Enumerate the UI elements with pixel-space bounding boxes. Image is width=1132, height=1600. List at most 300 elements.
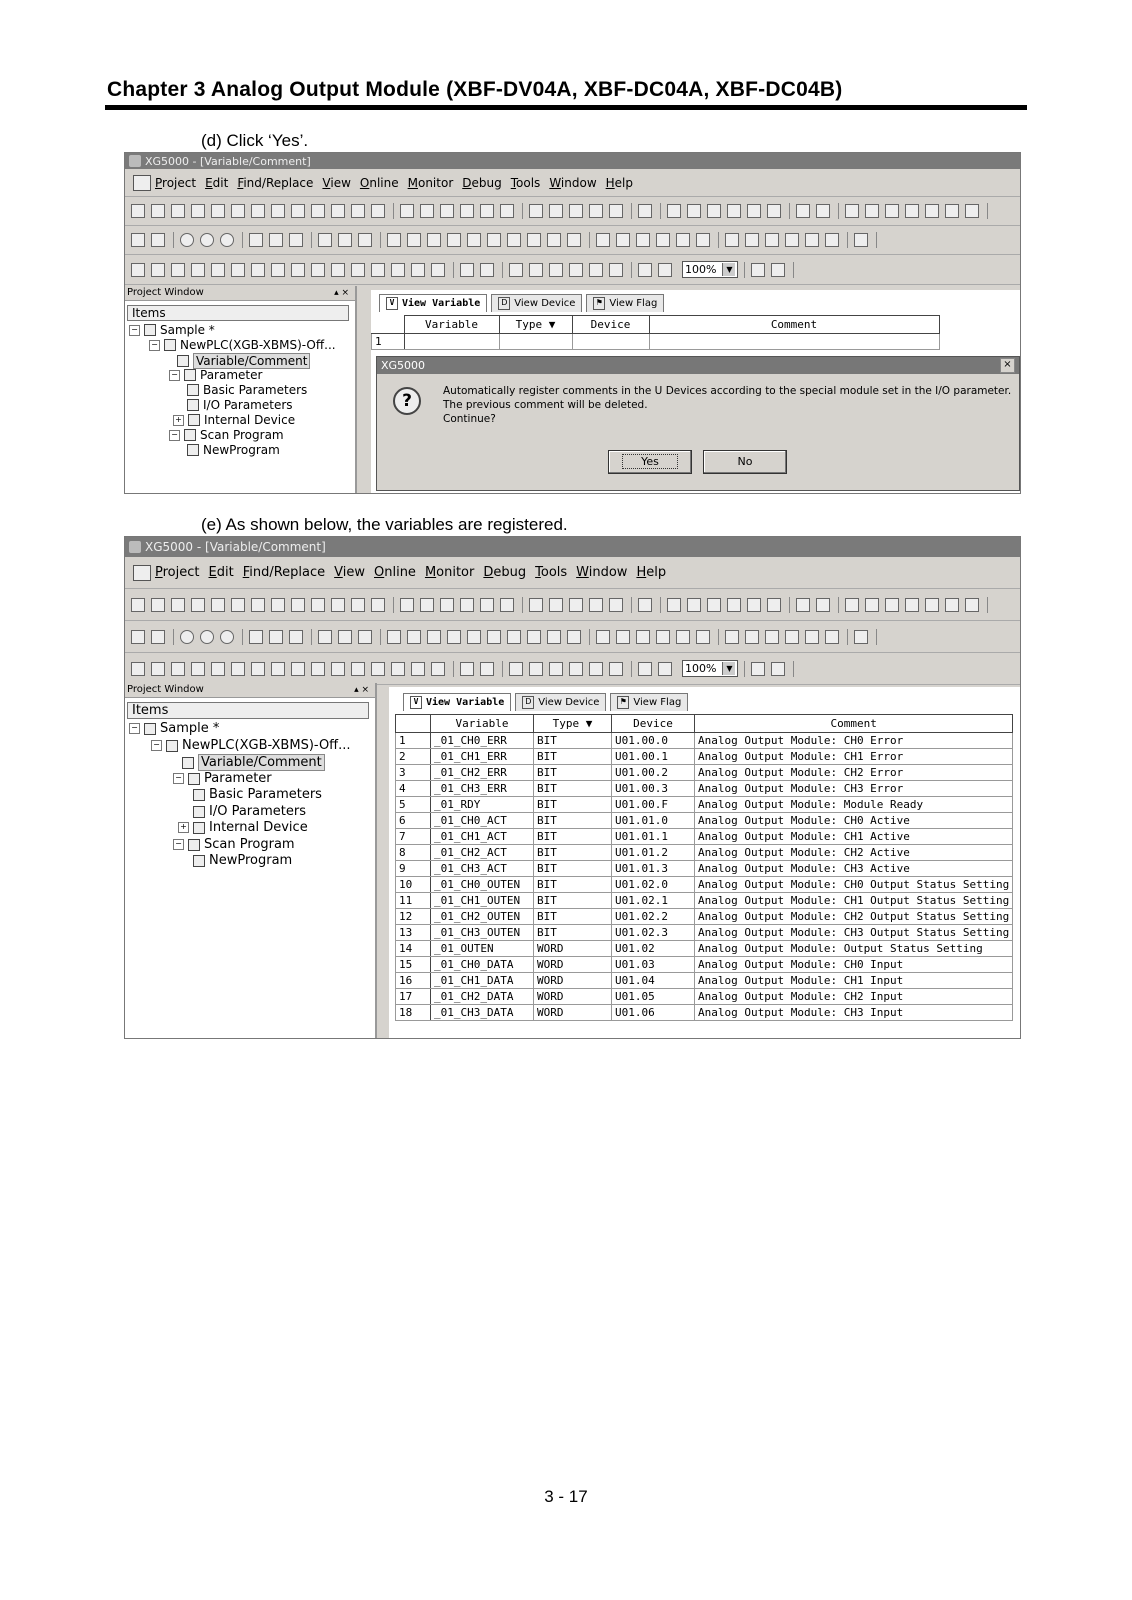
toolbar-button-icon[interactable] (460, 598, 474, 612)
toolbar-button-icon[interactable] (609, 263, 623, 277)
toolbar-button-icon[interactable] (785, 630, 799, 644)
toolbar-button-icon[interactable] (411, 662, 425, 676)
toolbar-button-icon[interactable] (725, 630, 739, 644)
toolbar-button-icon[interactable] (331, 263, 345, 277)
toolbar-button-icon[interactable] (407, 233, 421, 247)
toolbar-button-icon[interactable] (596, 233, 610, 247)
column-header-variable[interactable]: Variable (404, 316, 499, 334)
toolbar-button-icon[interactable] (231, 204, 245, 218)
menu-help[interactable]: Help (636, 565, 667, 580)
toolbar-button-icon[interactable] (249, 630, 263, 644)
toolbar-button-icon[interactable] (171, 598, 185, 612)
toolbar-button-icon[interactable] (180, 233, 194, 247)
toolbar-button-icon[interactable] (331, 662, 345, 676)
tree-new-program[interactable] (187, 443, 280, 457)
toolbar-button-icon[interactable] (480, 204, 494, 218)
toolbar-button-icon[interactable] (767, 204, 781, 218)
type-cell[interactable]: BIT (534, 813, 612, 829)
toolbar-button-icon[interactable] (400, 598, 414, 612)
type-cell[interactable]: BIT (534, 765, 612, 781)
comment-cell[interactable]: Analog Output Module: CH0 Error (695, 733, 1013, 749)
menu-edit[interactable]: Edit (205, 175, 229, 190)
toolbar-button-icon[interactable] (707, 598, 721, 612)
menu-project[interactable]: Project (155, 565, 200, 580)
table-row[interactable] (396, 893, 1013, 909)
comment-cell[interactable]: Analog Output Module: CH0 Active (695, 813, 1013, 829)
tree-basic-parameters[interactable] (187, 383, 307, 397)
toolbar-button-icon[interactable] (351, 204, 365, 218)
menu-window[interactable]: Window (549, 175, 597, 190)
toolbar-button-icon[interactable] (965, 598, 979, 612)
toolbar-button-icon[interactable] (854, 630, 868, 644)
tab-view-flag[interactable] (586, 294, 664, 312)
tree-scan-program[interactable] (173, 837, 295, 852)
tab-view-device[interactable] (491, 294, 582, 312)
comment-cell[interactable]: Analog Output Module: Module Ready (695, 797, 1013, 813)
toolbar-button-icon[interactable] (765, 233, 779, 247)
toolbar-button-icon[interactable] (616, 233, 630, 247)
column-header-type[interactable]: Type ▼ (534, 715, 612, 733)
table-row[interactable] (396, 781, 1013, 797)
toolbar-button-icon[interactable] (569, 263, 583, 277)
toolbar-button-icon[interactable] (151, 630, 165, 644)
toolbar-button-icon[interactable] (391, 263, 405, 277)
toolbar-button-icon[interactable] (825, 630, 839, 644)
toolbar-button-icon[interactable] (311, 204, 325, 218)
toolbar-button-icon[interactable] (231, 662, 245, 676)
variable-cell[interactable]: _01_OUTEN (431, 941, 534, 957)
toolbar-button-icon[interactable] (131, 233, 145, 247)
toolbar-button-icon[interactable] (151, 598, 165, 612)
variable-cell[interactable]: _01_CH1_DATA (431, 973, 534, 989)
toolbar-button-icon[interactable] (751, 662, 765, 676)
device-cell[interactable]: U01.02.2 (612, 909, 695, 925)
toolbar-button-icon[interactable] (609, 598, 623, 612)
toolbar-button-icon[interactable] (271, 662, 285, 676)
table-row[interactable] (396, 829, 1013, 845)
toolbar-button-icon[interactable] (549, 598, 563, 612)
toolbar-button-icon[interactable] (447, 233, 461, 247)
table-row[interactable] (396, 925, 1013, 941)
comment-cell[interactable]: Analog Output Module: CH1 Input (695, 973, 1013, 989)
toolbar-button-icon[interactable] (331, 204, 345, 218)
device-cell[interactable]: U01.03 (612, 957, 695, 973)
toolbar-button-icon[interactable] (251, 662, 265, 676)
type-cell[interactable]: BIT (534, 909, 612, 925)
yes-button[interactable]: Yes (608, 450, 692, 474)
toolbar-button-icon[interactable] (180, 630, 194, 644)
zoom-select[interactable]: 100% ▼ (682, 660, 738, 677)
collapse-icon[interactable]: − (129, 723, 140, 734)
menu-findreplace[interactable]: Find/Replace (237, 175, 314, 190)
toolbar-button-icon[interactable] (687, 204, 701, 218)
comment-cell[interactable]: Analog Output Module: CH2 Output Status Setting (695, 909, 1013, 925)
toolbar-button-icon[interactable] (251, 204, 265, 218)
chevron-down-icon[interactable]: ▼ (722, 263, 735, 276)
toolbar-button-icon[interactable] (440, 598, 454, 612)
device-cell[interactable]: U01.06 (612, 1005, 695, 1021)
toolbar-button-icon[interactable] (707, 204, 721, 218)
toolbar-button-icon[interactable] (745, 233, 759, 247)
toolbar-button-icon[interactable] (200, 233, 214, 247)
toolbar-button-icon[interactable] (447, 630, 461, 644)
toolbar-button-icon[interactable] (529, 662, 543, 676)
comment-cell[interactable]: Analog Output Module: CH0 Input (695, 957, 1013, 973)
toolbar-button-icon[interactable] (616, 630, 630, 644)
toolbar-button-icon[interactable] (589, 204, 603, 218)
toolbar-button-icon[interactable] (507, 630, 521, 644)
toolbar-button-icon[interactable] (407, 630, 421, 644)
type-cell[interactable]: WORD (534, 989, 612, 1005)
toolbar-button-icon[interactable] (131, 598, 145, 612)
collapse-icon[interactable]: − (149, 340, 160, 351)
toolbar-button-icon[interactable] (171, 662, 185, 676)
toolbar-button-icon[interactable] (411, 263, 425, 277)
toolbar-button-icon[interactable] (549, 263, 563, 277)
toolbar-button-icon[interactable] (767, 598, 781, 612)
comment-cell[interactable] (649, 334, 939, 350)
toolbar-button-icon[interactable] (338, 630, 352, 644)
type-cell[interactable] (499, 334, 572, 350)
toolbar-button-icon[interactable] (191, 662, 205, 676)
toolbar-button-icon[interactable] (656, 630, 670, 644)
toolbar-button-icon[interactable] (549, 204, 563, 218)
toolbar-button-icon[interactable] (131, 662, 145, 676)
device-cell[interactable] (572, 334, 649, 350)
device-cell[interactable]: U01.01.1 (612, 829, 695, 845)
toolbar-button-icon[interactable] (371, 263, 385, 277)
toolbar-button-icon[interactable] (965, 204, 979, 218)
toolbar-button-icon[interactable] (509, 662, 523, 676)
toolbar-button-icon[interactable] (131, 204, 145, 218)
toolbar-button-icon[interactable] (676, 630, 690, 644)
variable-cell[interactable]: _01_CH0_OUTEN (431, 877, 534, 893)
project-window-controls[interactable]: ▴ × (354, 685, 369, 695)
tree-plc[interactable] (149, 338, 336, 352)
toolbar-button-icon[interactable] (249, 233, 263, 247)
toolbar-button-icon[interactable] (636, 233, 650, 247)
device-cell[interactable]: U01.02.3 (612, 925, 695, 941)
toolbar-button-icon[interactable] (420, 204, 434, 218)
toolbar-button-icon[interactable] (567, 233, 581, 247)
toolbar-button-icon[interactable] (589, 263, 603, 277)
toolbar-button-icon[interactable] (865, 204, 879, 218)
toolbar-button-icon[interactable] (796, 598, 810, 612)
tree-variable-comment[interactable] (177, 353, 310, 369)
variable-cell[interactable]: _01_CH1_ERR (431, 749, 534, 765)
toolbar-button-icon[interactable] (460, 662, 474, 676)
toolbar-button-icon[interactable] (638, 263, 652, 277)
toolbar-button-icon[interactable] (211, 263, 225, 277)
type-cell[interactable]: BIT (534, 781, 612, 797)
toolbar-button-icon[interactable] (567, 630, 581, 644)
toolbar-button-icon[interactable] (351, 263, 365, 277)
device-cell[interactable]: U01.01.0 (612, 813, 695, 829)
toolbar-button-icon[interactable] (291, 662, 305, 676)
tree-scan-program[interactable] (169, 428, 284, 442)
toolbar-button-icon[interactable] (925, 204, 939, 218)
toolbar-button-icon[interactable] (816, 204, 830, 218)
toolbar-button-icon[interactable] (547, 233, 561, 247)
toolbar-button-icon[interactable] (658, 263, 672, 277)
device-cell[interactable]: U01.01.2 (612, 845, 695, 861)
toolbar-button-icon[interactable] (925, 598, 939, 612)
table-row[interactable] (372, 334, 940, 350)
toolbar-button-icon[interactable] (609, 662, 623, 676)
variable-cell[interactable]: _01_CH1_OUTEN (431, 893, 534, 909)
menu-edit[interactable]: Edit (208, 565, 234, 580)
toolbar-button-icon[interactable] (747, 204, 761, 218)
toolbar-button-icon[interactable] (905, 598, 919, 612)
variable-cell[interactable]: _01_CH3_ACT (431, 861, 534, 877)
toolbar-button-icon[interactable] (816, 598, 830, 612)
toolbar-button-icon[interactable] (211, 204, 225, 218)
expand-icon[interactable]: + (178, 822, 189, 833)
device-cell[interactable]: U01.02.1 (612, 893, 695, 909)
toolbar-button-icon[interactable] (854, 233, 868, 247)
type-cell[interactable]: BIT (534, 733, 612, 749)
toolbar-button-icon[interactable] (269, 630, 283, 644)
toolbar-button-icon[interactable] (805, 630, 819, 644)
toolbar-button-icon[interactable] (291, 263, 305, 277)
toolbar-button-icon[interactable] (151, 204, 165, 218)
device-cell[interactable]: U01.00.2 (612, 765, 695, 781)
toolbar-button-icon[interactable] (231, 598, 245, 612)
toolbar-button-icon[interactable] (945, 204, 959, 218)
menu-online[interactable]: Online (374, 565, 416, 580)
table-row[interactable] (396, 749, 1013, 765)
tab-view-variable[interactable] (403, 693, 511, 711)
tree-io-parameters[interactable] (187, 398, 293, 412)
toolbar-button-icon[interactable] (638, 204, 652, 218)
toolbar-button-icon[interactable] (569, 204, 583, 218)
collapse-icon[interactable]: − (169, 430, 180, 441)
toolbar-button-icon[interactable] (825, 233, 839, 247)
type-cell[interactable]: WORD (534, 957, 612, 973)
comment-cell[interactable]: Analog Output Module: CH2 Input (695, 989, 1013, 1005)
tree-plc[interactable] (151, 738, 351, 753)
table-row[interactable] (396, 813, 1013, 829)
toolbar-button-icon[interactable] (318, 233, 332, 247)
toolbar-button-icon[interactable] (569, 598, 583, 612)
toolbar-button-icon[interactable] (771, 662, 785, 676)
tree-parameter[interactable] (173, 771, 272, 786)
table-row[interactable] (396, 989, 1013, 1005)
toolbar-button-icon[interactable] (500, 598, 514, 612)
menu-debug[interactable]: Debug (462, 175, 502, 190)
tab-view-device[interactable] (515, 693, 606, 711)
toolbar-button-icon[interactable] (338, 233, 352, 247)
toolbar-button-icon[interactable] (311, 598, 325, 612)
toolbar-button-icon[interactable] (391, 662, 405, 676)
collapse-icon[interactable]: − (151, 740, 162, 751)
collapse-icon[interactable]: − (169, 370, 180, 381)
variable-cell[interactable]: _01_RDY (431, 797, 534, 813)
tree-sample[interactable] (129, 721, 219, 736)
tree-new-program[interactable] (193, 853, 292, 868)
comment-cell[interactable]: Analog Output Module: Output Status Setting (695, 941, 1013, 957)
toolbar-button-icon[interactable] (845, 598, 859, 612)
variable-cell[interactable]: _01_CH3_ERR (431, 781, 534, 797)
comment-cell[interactable]: Analog Output Module: CH2 Error (695, 765, 1013, 781)
toolbar-button-icon[interactable] (271, 598, 285, 612)
comment-cell[interactable]: Analog Output Module: CH3 Active (695, 861, 1013, 877)
toolbar-button-icon[interactable] (509, 263, 523, 277)
variable-cell[interactable]: _01_CH2_OUTEN (431, 909, 534, 925)
column-header-device[interactable]: Device (572, 316, 649, 334)
table-row[interactable] (396, 973, 1013, 989)
toolbar-button-icon[interactable] (151, 233, 165, 247)
toolbar-button-icon[interactable] (171, 204, 185, 218)
toolbar-button-icon[interactable] (765, 630, 779, 644)
toolbar-button-icon[interactable] (331, 598, 345, 612)
comment-cell[interactable]: Analog Output Module: CH1 Error (695, 749, 1013, 765)
toolbar-button-icon[interactable] (400, 204, 414, 218)
toolbar-button-icon[interactable] (480, 263, 494, 277)
toolbar-button-icon[interactable] (211, 598, 225, 612)
toolbar-button-icon[interactable] (318, 630, 332, 644)
toolbar-button-icon[interactable] (420, 598, 434, 612)
toolbar-button-icon[interactable] (771, 263, 785, 277)
menu-window[interactable]: Window (576, 565, 628, 580)
toolbar-button-icon[interactable] (945, 598, 959, 612)
table-row[interactable] (396, 957, 1013, 973)
toolbar-button-icon[interactable] (311, 263, 325, 277)
device-cell[interactable]: U01.02 (612, 941, 695, 957)
collapse-icon[interactable]: − (129, 325, 140, 336)
comment-cell[interactable]: Analog Output Module: CH0 Output Status Setting (695, 877, 1013, 893)
tree-parameter[interactable] (169, 368, 262, 382)
toolbar-button-icon[interactable] (569, 662, 583, 676)
toolbar-button-icon[interactable] (289, 630, 303, 644)
menu-help[interactable]: Help (605, 175, 634, 190)
toolbar-button-icon[interactable] (687, 598, 701, 612)
variable-cell[interactable]: _01_CH2_DATA (431, 989, 534, 1005)
table-row[interactable] (396, 877, 1013, 893)
variable-cell[interactable]: _01_CH3_OUTEN (431, 925, 534, 941)
tree-internal-device[interactable] (173, 413, 295, 427)
toolbar-button-icon[interactable] (845, 204, 859, 218)
table-row[interactable] (396, 1005, 1013, 1021)
toolbar-button-icon[interactable] (289, 233, 303, 247)
toolbar-button-icon[interactable] (905, 204, 919, 218)
toolbar-button-icon[interactable] (480, 662, 494, 676)
type-cell[interactable]: BIT (534, 861, 612, 877)
collapse-icon[interactable]: − (173, 773, 184, 784)
toolbar-button-icon[interactable] (200, 630, 214, 644)
variable-cell[interactable] (404, 334, 499, 350)
toolbar-button-icon[interactable] (747, 598, 761, 612)
toolbar-button-icon[interactable] (351, 598, 365, 612)
toolbar-button-icon[interactable] (796, 204, 810, 218)
type-cell[interactable]: BIT (534, 877, 612, 893)
table-row[interactable] (396, 765, 1013, 781)
toolbar-button-icon[interactable] (667, 598, 681, 612)
variable-cell[interactable]: _01_CH1_ACT (431, 829, 534, 845)
variable-cell[interactable]: _01_CH0_ACT (431, 813, 534, 829)
toolbar-button-icon[interactable] (191, 598, 205, 612)
toolbar-button-icon[interactable] (387, 233, 401, 247)
toolbar-button-icon[interactable] (785, 233, 799, 247)
type-cell[interactable]: BIT (534, 797, 612, 813)
type-cell[interactable]: BIT (534, 829, 612, 845)
variable-cell[interactable]: _01_CH0_ERR (431, 733, 534, 749)
toolbar-button-icon[interactable] (220, 630, 234, 644)
chevron-down-icon[interactable]: ▼ (722, 662, 735, 675)
toolbar-button-icon[interactable] (131, 263, 145, 277)
toolbar-button-icon[interactable] (220, 233, 234, 247)
menu-project[interactable]: Project (155, 175, 197, 190)
type-cell[interactable]: BIT (534, 749, 612, 765)
toolbar-button-icon[interactable] (291, 204, 305, 218)
toolbar-button-icon[interactable] (745, 630, 759, 644)
toolbar-button-icon[interactable] (547, 630, 561, 644)
toolbar-button-icon[interactable] (609, 204, 623, 218)
toolbar-button-icon[interactable] (676, 233, 690, 247)
table-row[interactable] (396, 909, 1013, 925)
toolbar-button-icon[interactable] (251, 598, 265, 612)
toolbar-button-icon[interactable] (371, 204, 385, 218)
toolbar-button-icon[interactable] (271, 204, 285, 218)
device-cell[interactable]: U01.02.0 (612, 877, 695, 893)
comment-cell[interactable]: Analog Output Module: CH1 Output Status Setting (695, 893, 1013, 909)
toolbar-button-icon[interactable] (529, 263, 543, 277)
menu-tools[interactable]: Tools (510, 175, 541, 190)
table-row[interactable] (396, 797, 1013, 813)
tree-variable-comment[interactable] (182, 754, 325, 771)
column-header-type[interactable]: Type ▼ (499, 316, 572, 334)
toolbar-button-icon[interactable] (291, 598, 305, 612)
toolbar-button-icon[interactable] (638, 662, 652, 676)
toolbar-button-icon[interactable] (431, 263, 445, 277)
toolbar-button-icon[interactable] (351, 662, 365, 676)
project-window-controls[interactable]: ▴ × (334, 288, 349, 298)
table-row[interactable] (396, 845, 1013, 861)
device-cell[interactable]: U01.04 (612, 973, 695, 989)
toolbar-button-icon[interactable] (500, 204, 514, 218)
toolbar-button-icon[interactable] (636, 630, 650, 644)
device-cell[interactable]: U01.05 (612, 989, 695, 1005)
menu-tools[interactable]: Tools (535, 565, 568, 580)
toolbar-button-icon[interactable] (440, 204, 454, 218)
no-button[interactable]: No (703, 450, 787, 474)
type-cell[interactable]: WORD (534, 941, 612, 957)
toolbar-button-icon[interactable] (885, 204, 899, 218)
toolbar-button-icon[interactable] (427, 630, 441, 644)
toolbar-button-icon[interactable] (658, 662, 672, 676)
table-row[interactable] (396, 941, 1013, 957)
variable-cell[interactable]: _01_CH3_DATA (431, 1005, 534, 1021)
toolbar-button-icon[interactable] (460, 263, 474, 277)
tab-view-flag[interactable] (610, 693, 688, 711)
toolbar-button-icon[interactable] (251, 263, 265, 277)
comment-cell[interactable]: Analog Output Module: CH3 Output Status Setting (695, 925, 1013, 941)
variable-cell[interactable]: _01_CH2_ACT (431, 845, 534, 861)
toolbar-button-icon[interactable] (427, 233, 441, 247)
menu-findreplace[interactable]: Find/Replace (242, 565, 326, 580)
tree-internal-device[interactable] (178, 820, 308, 835)
device-cell[interactable]: U01.00.0 (612, 733, 695, 749)
toolbar-button-icon[interactable] (805, 233, 819, 247)
toolbar-button-icon[interactable] (527, 233, 541, 247)
toolbar-button-icon[interactable] (727, 598, 741, 612)
toolbar-button-icon[interactable] (211, 662, 225, 676)
toolbar-button-icon[interactable] (151, 263, 165, 277)
menu-monitor[interactable]: Monitor (407, 175, 454, 190)
toolbar-button-icon[interactable] (596, 630, 610, 644)
toolbar-button-icon[interactable] (865, 598, 879, 612)
toolbar-button-icon[interactable] (529, 598, 543, 612)
